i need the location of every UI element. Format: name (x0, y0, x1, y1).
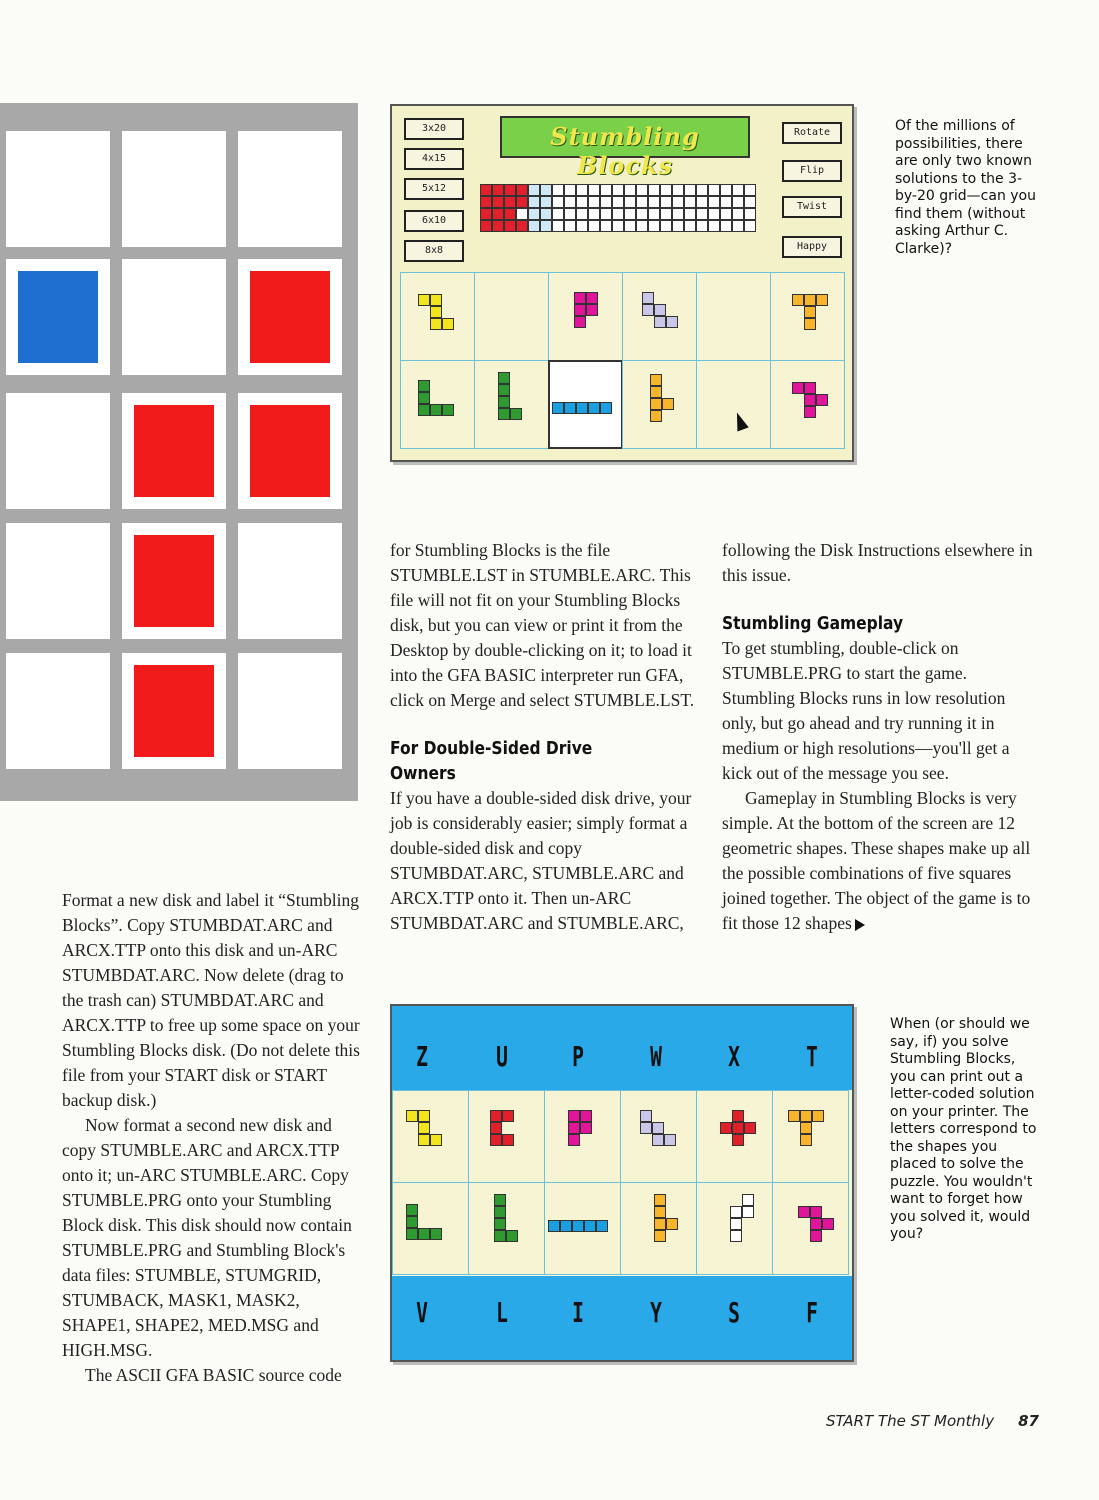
shape-square (430, 1134, 442, 1146)
shape-square (730, 1206, 742, 1218)
shape-square (588, 402, 600, 414)
shape-square (650, 410, 662, 422)
article-column-middle (390, 538, 698, 936)
shape-square (650, 374, 662, 386)
board-cell (672, 184, 684, 196)
shape-square (804, 394, 816, 406)
board-cell (564, 208, 576, 220)
shape-square (742, 1194, 754, 1206)
decorative-tile (238, 131, 342, 247)
board-cell (516, 208, 528, 220)
board-cell (552, 196, 564, 208)
shape-square (800, 1110, 812, 1122)
continue-arrow-icon (855, 919, 865, 931)
flip-button: Flip (782, 160, 842, 182)
decorative-tile-fill (18, 143, 98, 235)
board-cell (516, 196, 528, 208)
decorative-tile-fill (18, 665, 98, 757)
magazine-name: START The ST Monthly (826, 1412, 995, 1430)
shape-square (494, 1230, 506, 1242)
decorative-tile (238, 393, 342, 509)
shape-letter-bottom: S (728, 1296, 740, 1329)
board-cell (576, 220, 588, 232)
shape-square (494, 1194, 506, 1206)
section-heading: For Double-Sided Drive Owners (390, 738, 593, 784)
shape-square (506, 1230, 518, 1242)
shape-square (798, 1206, 810, 1218)
board-cell (672, 220, 684, 232)
board-cell (624, 196, 636, 208)
decorative-tile (238, 523, 342, 639)
board-cell (588, 208, 600, 220)
board-cell (480, 208, 492, 220)
board-cell (564, 184, 576, 196)
shape-square (654, 316, 666, 328)
board-cell (564, 220, 576, 232)
shape-square (732, 1134, 744, 1146)
shape-square (792, 382, 804, 394)
board-cell (492, 220, 504, 232)
shape-square (430, 306, 442, 318)
decorative-tile (238, 259, 342, 375)
shape-square (640, 1122, 652, 1134)
board-cell (480, 184, 492, 196)
grid-button-5x12: 5x12 (404, 178, 464, 200)
board-cell (636, 208, 648, 220)
board-cell (708, 196, 720, 208)
article-column-left (62, 888, 362, 1388)
board-cell (588, 220, 600, 232)
shape-square (490, 1110, 502, 1122)
shape-square (642, 304, 654, 316)
shape-square (430, 294, 442, 306)
grid-button-3x20: 3x20 (404, 118, 464, 140)
board-cell (528, 184, 540, 196)
grid-button-4x15: 4x15 (404, 148, 464, 170)
shape-square (580, 1110, 592, 1122)
shape-square (652, 1122, 664, 1134)
shape-square (418, 294, 430, 306)
decorative-tile-fill (250, 535, 330, 627)
decorative-tile-grid (0, 103, 358, 801)
shape-square (430, 1228, 442, 1240)
board-cell (624, 184, 636, 196)
board-cell (540, 220, 552, 232)
board-cell (732, 196, 744, 208)
shape-square (666, 1218, 678, 1230)
decorative-tile-fill (134, 665, 214, 757)
shape-letter-top: P (572, 1040, 584, 1073)
shape-square (574, 292, 586, 304)
shape-square (494, 1206, 506, 1218)
board-cell (720, 184, 732, 196)
decorative-tile-fill (250, 665, 330, 757)
shape-square (552, 402, 564, 414)
shape-square (430, 404, 442, 416)
board-cell (684, 184, 696, 196)
shape-square (406, 1110, 418, 1122)
board-cell (648, 184, 660, 196)
shape-square (816, 294, 828, 306)
board-cell (660, 208, 672, 220)
decorative-tile-fill (250, 271, 330, 363)
shape-square (490, 1134, 502, 1146)
shape-square (418, 1110, 430, 1122)
board-cell (720, 220, 732, 232)
paragraph: If you have a double-sided disk drive, your job is considerably easier; simply format a double-sided disk and copy STUMBDAT.ARC, STUMBLE.ARC and ARCX.TTP onto it. Then un-ARC STUMBDAT.ARC and STUMBLE.ARC, (390, 788, 692, 933)
shape-letter-top: X (728, 1040, 740, 1073)
board-cell (708, 208, 720, 220)
board-cell (492, 184, 504, 196)
shape-square (654, 1218, 666, 1230)
shape-square (810, 1230, 822, 1242)
shape-square (596, 1220, 608, 1232)
tray-cell (468, 1182, 545, 1275)
board-cell (624, 220, 636, 232)
board-cell (564, 196, 576, 208)
board-cell (696, 220, 708, 232)
shape-square (792, 294, 804, 306)
board-cell (708, 184, 720, 196)
shape-square (568, 1134, 580, 1146)
shape-square (804, 306, 816, 318)
shape-square (418, 392, 430, 404)
board-cell (540, 184, 552, 196)
happy-button: Happy (782, 236, 842, 258)
board-cell (720, 196, 732, 208)
board-cell (660, 196, 672, 208)
decorative-tile-fill (18, 535, 98, 627)
board-cell (720, 208, 732, 220)
shape-square (418, 1122, 430, 1134)
decorative-tile-fill (134, 535, 214, 627)
decorative-tile-fill (134, 271, 214, 363)
board-cell (528, 208, 540, 220)
shape-square (498, 408, 510, 420)
board-cell (600, 184, 612, 196)
shape-square (800, 1134, 812, 1146)
board-cell (732, 220, 744, 232)
tray-cell (474, 360, 549, 449)
board-cell (600, 208, 612, 220)
shape-square (418, 1228, 430, 1240)
shape-square (600, 402, 612, 414)
paragraph-text: Gameplay in Stumbling Blocks is very simple. At the bottom of the screen are 12 geometric shapes. These shapes make up all the possible combinations of five squares joined together. The object of the game is to fit those 12 shapes (722, 788, 1031, 933)
shape-square (804, 318, 816, 330)
shape-square (642, 292, 654, 304)
shape-square (406, 1204, 418, 1216)
shape-square (586, 292, 598, 304)
board-cell (504, 208, 516, 220)
shape-letter-top: Z (416, 1040, 428, 1073)
shape-letter-bottom: V (416, 1296, 428, 1329)
board-cell (504, 196, 516, 208)
board-cell (516, 220, 528, 232)
shape-square (406, 1228, 418, 1240)
board-cell (636, 184, 648, 196)
tray-cell (474, 272, 549, 361)
shape-square (572, 1220, 584, 1232)
board-cell (540, 196, 552, 208)
shape-square (720, 1122, 732, 1134)
board-cell (696, 196, 708, 208)
shape-letter-top: T (806, 1040, 818, 1073)
paragraph: for Stumbling Blocks is the file STUMBLE.LST in STUMBLE.ARC. This file will not fit on your Stumbling Blocks disk, but you can view or print it from the Desktop by double-clicking on it; to load it into the GFA BASIC interpreter run GFA, click on Merge and select STUMBLE.LST. (390, 540, 695, 710)
game-title-plate (500, 116, 750, 180)
shape-square (732, 1122, 744, 1134)
shape-square (804, 294, 816, 306)
decorative-tile-fill (250, 143, 330, 235)
decorative-tile (122, 259, 226, 375)
shape-square (490, 1122, 502, 1134)
paragraph: following the Disk Instructions elsewhere in this issue. (722, 540, 1033, 585)
board-cell (492, 208, 504, 220)
shape-square (744, 1122, 756, 1134)
game-screenshot-solution (390, 1004, 854, 1362)
decorative-tile (6, 259, 110, 375)
decorative-tile (122, 393, 226, 509)
board-cell (588, 196, 600, 208)
shape-square (418, 404, 430, 416)
shape-square (418, 380, 430, 392)
board-cell (648, 196, 660, 208)
board-cell (552, 184, 564, 196)
shape-square (498, 372, 510, 384)
board-cell (624, 208, 636, 220)
shape-letter-bottom: F (806, 1296, 818, 1329)
shape-letter-top: U (496, 1040, 508, 1073)
board-cell (576, 196, 588, 208)
shape-square (650, 386, 662, 398)
page-footer (826, 1412, 1039, 1430)
board-cell (660, 220, 672, 232)
board-cell (696, 184, 708, 196)
board-cell (744, 196, 756, 208)
board-cell (516, 184, 528, 196)
board-cell (648, 208, 660, 220)
shape-square (406, 1216, 418, 1228)
screenshot-caption-top: Of the millions of possibilities, there are only two known solutions to the 3-by-20 grid—can you find them (without asking Arthur C. Clarke)? (895, 118, 1036, 257)
shape-square (822, 1218, 834, 1230)
board-cell (744, 208, 756, 220)
shape-square (574, 304, 586, 316)
decorative-tile (6, 393, 110, 509)
board-cell (684, 196, 696, 208)
shape-square (730, 1218, 742, 1230)
board-cell (480, 220, 492, 232)
paragraph: Format a new disk and label it “Stumbling Blocks”. Copy STUMBDAT.ARC and ARCX.TTP onto this disk and un-ARC STUMBDAT.ARC. Now delete (drag to the trash can) STUMBDAT.ARC and ARCX.TTP to free up some space on your Stumbling Blocks disk. (Do not delete this file from your START disk or START backup disk.) (62, 890, 360, 1110)
shape-square (812, 1110, 824, 1122)
board-cell (648, 220, 660, 232)
solution-shape-tray (392, 1090, 852, 1276)
shape-square (498, 396, 510, 408)
shape-square (800, 1122, 812, 1134)
game-screenshot-setup (390, 104, 854, 462)
shape-square (652, 1134, 664, 1146)
decorative-tile (6, 523, 110, 639)
decorative-tile-fill (134, 405, 214, 497)
shape-square (650, 398, 662, 410)
board-cell (744, 220, 756, 232)
shape-square (654, 304, 666, 316)
shape-square (564, 402, 576, 414)
shape-square (442, 404, 454, 416)
board-cell (672, 196, 684, 208)
shape-square (804, 382, 816, 394)
decorative-tile (238, 653, 342, 769)
shape-square (418, 1134, 430, 1146)
tray-cell (544, 1090, 621, 1183)
board-cell (504, 220, 516, 232)
grid-button-6x10: 6x10 (404, 210, 464, 232)
decorative-tile (122, 653, 226, 769)
decorative-tile-fill (18, 271, 98, 363)
decorative-tile-fill (18, 405, 98, 497)
shape-square (810, 1218, 822, 1230)
shape-square (502, 1110, 514, 1122)
paragraph (722, 786, 1042, 936)
shape-square (732, 1110, 744, 1122)
shape-square (586, 304, 598, 316)
shape-letter-bottom: L (496, 1296, 508, 1329)
paragraph: The ASCII GFA BASIC source code (85, 1365, 342, 1385)
shape-square (804, 406, 816, 418)
board-cell (552, 208, 564, 220)
board-cell (672, 208, 684, 220)
article-column-right (722, 538, 1042, 936)
grid-button-8x8: 8x8 (404, 240, 464, 262)
board-cell (576, 184, 588, 196)
shape-square (662, 398, 674, 410)
shape-square (654, 1206, 666, 1218)
puzzle-board (480, 184, 766, 238)
shape-square (560, 1220, 572, 1232)
board-cell (588, 184, 600, 196)
shape-tray (400, 270, 844, 450)
shape-square (580, 1122, 592, 1134)
board-cell (480, 196, 492, 208)
decorative-tile (6, 653, 110, 769)
shape-square (494, 1218, 506, 1230)
board-cell (600, 220, 612, 232)
shape-square (666, 316, 678, 328)
page-number: 87 (1018, 1412, 1039, 1430)
board-cell (708, 220, 720, 232)
shape-square (788, 1110, 800, 1122)
shape-square (584, 1220, 596, 1232)
twist-button: Twist (782, 196, 842, 218)
shape-square (730, 1230, 742, 1242)
decorative-tile (6, 131, 110, 247)
board-cell (612, 196, 624, 208)
shape-square (430, 318, 442, 330)
shape-square (442, 318, 454, 330)
decorative-tile (122, 523, 226, 639)
board-cell (612, 208, 624, 220)
shape-square (502, 1134, 514, 1146)
shape-square (510, 408, 522, 420)
board-cell (600, 196, 612, 208)
shape-square (742, 1206, 754, 1218)
board-cell (576, 208, 588, 220)
section-heading: Stumbling Gameplay (722, 613, 904, 634)
board-cell (492, 196, 504, 208)
shape-square (548, 1220, 560, 1232)
board-cell (684, 220, 696, 232)
decorative-tile-fill (250, 405, 330, 497)
shape-square (574, 316, 586, 328)
board-cell (732, 184, 744, 196)
paragraph: Now format a second new disk and copy STUMBLE.ARC and ARCX.TTP onto it; un-ARC STUMBLE.ARC. Copy STUMBLE.PRG onto your Stumbling Block disk. This disk should now contain STUMBLE.PRG and Stumbling Block's data files: STUMBLE, STUMGRID, STUMBACK, MASK1, MASK2, SHAPE1, SHAPE2, MED.MSG and HIGH.MSG. (62, 1115, 352, 1360)
decorative-tile (122, 131, 226, 247)
board-cell (660, 184, 672, 196)
board-cell (528, 220, 540, 232)
board-cell (744, 184, 756, 196)
tray-cell (696, 272, 771, 361)
shape-square (568, 1122, 580, 1134)
shape-square (576, 402, 588, 414)
tray-cell (696, 360, 771, 449)
game-title: Stumbling Blocks (550, 122, 700, 180)
paragraph: To get stumbling, double-click on STUMBLE.PRG to start the game. Stumbling Blocks runs in low resolution only, but go ahead and try running it in medium or high resolutions—you'll get a kick out of the message you see. (722, 638, 1010, 783)
board-cell (684, 208, 696, 220)
board-cell (612, 220, 624, 232)
shape-square (664, 1134, 676, 1146)
shape-letter-bottom: Y (650, 1296, 662, 1329)
board-cell (612, 184, 624, 196)
rotate-button: Rotate (782, 122, 842, 144)
shape-square (816, 394, 828, 406)
board-cell (636, 220, 648, 232)
board-cell (504, 184, 516, 196)
decorative-tile-fill (134, 143, 214, 235)
screenshot-caption-bottom: When (or should we say, if) you solve Stumbling Blocks, you can print out a letter-coded solution on your printer. The letters correspond to the shapes you placed to solve the puzzle. You wouldn't want to forget how you solved it, would you? (890, 1016, 1037, 1242)
board-cell (696, 208, 708, 220)
shape-square (810, 1206, 822, 1218)
board-cell (636, 196, 648, 208)
shape-letter-top: W (650, 1040, 662, 1073)
board-cell (552, 220, 564, 232)
shape-square (654, 1194, 666, 1206)
shape-square (654, 1230, 666, 1242)
shape-square (640, 1110, 652, 1122)
board-cell (732, 208, 744, 220)
board-cell (540, 208, 552, 220)
shape-letter-bottom: I (572, 1296, 584, 1329)
board-cell (528, 196, 540, 208)
shape-square (568, 1110, 580, 1122)
shape-square (498, 384, 510, 396)
